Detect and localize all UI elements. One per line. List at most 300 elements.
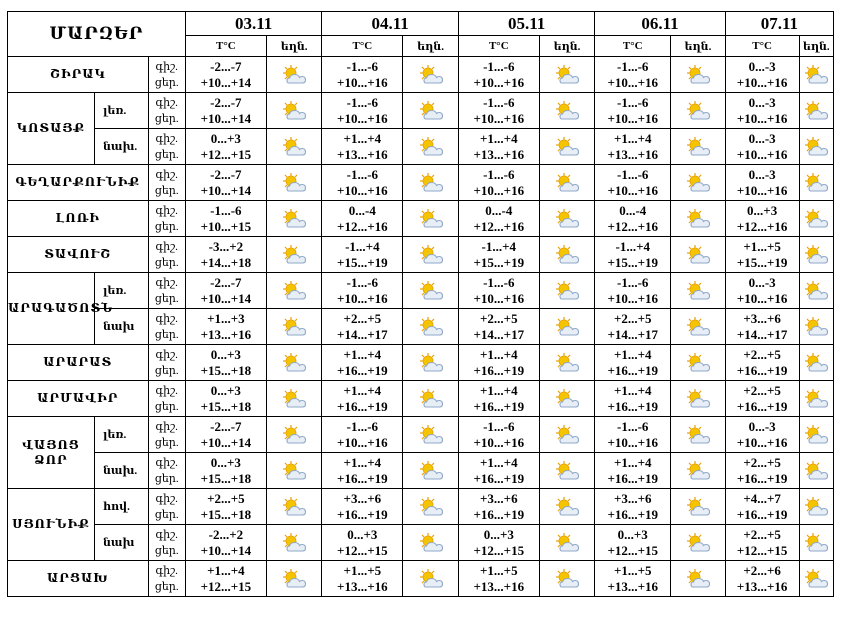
temperature-cell (185, 237, 266, 273)
night-temp: -1...-6 (346, 418, 379, 434)
night-label: գիշ. (155, 96, 178, 109)
table-row (8, 93, 834, 129)
night-temp: +2...+5 (613, 310, 652, 326)
day-label: ցեր. (154, 76, 179, 89)
day-temp: +16...+19 (473, 362, 525, 378)
temperature-cell (595, 201, 671, 237)
region-name: ԼՈՌԻ (8, 201, 149, 237)
weather-cell (403, 309, 459, 345)
weather-cell (266, 525, 322, 561)
temperature-cell (458, 273, 539, 309)
day-temp: +13...+16 (473, 578, 525, 594)
day-label: ցեր. (154, 364, 179, 377)
day-temp: +10...+16 (337, 182, 388, 198)
weather-cell (403, 237, 459, 273)
temperature-cell (595, 273, 671, 309)
time-labels (148, 417, 185, 453)
night-label: գիշ. (155, 492, 178, 505)
region-name: ԳԵՂԱՐՔՈՒՆԻՔ (8, 165, 149, 201)
night-temp: -1...-6 (346, 94, 379, 110)
time-labels (148, 345, 185, 381)
day-temp: +16...+19 (607, 470, 659, 486)
day-temp: +10...+16 (736, 182, 788, 198)
weather-cell (266, 237, 322, 273)
time-labels (148, 561, 185, 597)
forecast-table (7, 11, 834, 597)
night-label: գիշ. (155, 204, 178, 217)
night-temp: 0...+3 (210, 130, 241, 146)
weather-cell (671, 57, 726, 93)
day-temp: +10...+14 (200, 434, 252, 450)
night-temp: 0...+3 (483, 526, 514, 542)
partly-cloudy-sun-icon (553, 100, 581, 122)
day-label: ցեր. (154, 148, 179, 161)
day-temp: +14...+17 (473, 326, 525, 342)
day-label: ցեր. (154, 328, 179, 341)
weather-cell (403, 165, 459, 201)
temperature-cell (595, 57, 671, 93)
temperature-cell (595, 129, 671, 165)
day-temp: +10...+16 (607, 434, 659, 450)
header-date: 04.11 (322, 12, 458, 36)
partly-cloudy-sun-icon (553, 244, 581, 266)
region-subzone: նախ (94, 525, 148, 561)
night-temp: +2...+5 (207, 490, 245, 506)
time-labels (148, 93, 185, 129)
weather-cell (539, 57, 595, 93)
night-temp: -2...-7 (210, 274, 242, 290)
day-temp: +16...+19 (736, 470, 788, 486)
region-subzone: լեռ. (94, 93, 148, 129)
night-temp: 0...-3 (748, 130, 776, 146)
weather-cell (671, 237, 726, 273)
partly-cloudy-sun-icon (417, 136, 445, 158)
night-temp: +2...+5 (480, 310, 518, 326)
temperature-cell (458, 237, 539, 273)
weather-cell (799, 237, 833, 273)
night-temp: -1...-6 (483, 274, 515, 290)
night-temp: -1...-6 (483, 418, 515, 434)
region-name: ՇԻՐԱԿ (8, 57, 149, 93)
night-label: գիշ. (155, 60, 178, 73)
weather-cell (671, 525, 726, 561)
partly-cloudy-sun-icon (417, 64, 445, 86)
partly-cloudy-sun-icon (553, 316, 581, 338)
partly-cloudy-sun-icon (802, 64, 830, 86)
night-temp: +3...+6 (480, 490, 518, 506)
night-temp: 0...-4 (348, 202, 376, 218)
region-subzone: նախ. (94, 453, 148, 489)
night-temp: +1...+5 (343, 562, 382, 578)
temperature-cell (322, 237, 403, 273)
day-temp: +12...+15 (736, 542, 788, 558)
weather-cell (539, 561, 595, 597)
partly-cloudy-sun-icon (802, 568, 830, 590)
partly-cloudy-sun-icon (553, 496, 581, 518)
region-name: ԱՐՄԱՎԻՐ (8, 381, 149, 417)
region-name: ԿՈՏԱՅՔ (8, 93, 95, 165)
day-temp: +16...+19 (473, 470, 525, 486)
header-temp-label: T°C (595, 36, 671, 57)
weather-cell (539, 129, 595, 165)
partly-cloudy-sun-icon (802, 280, 830, 302)
day-temp: +15...+18 (200, 362, 252, 378)
temperature-cell (458, 129, 539, 165)
temperature-cell (458, 561, 539, 597)
night-temp: -1...-6 (483, 58, 515, 74)
time-labels (148, 237, 185, 273)
temperature-cell (725, 345, 799, 381)
night-temp: 0...+3 (210, 346, 241, 362)
day-temp: +16...+19 (473, 506, 525, 522)
partly-cloudy-sun-icon (280, 280, 308, 302)
day-temp: +13...+16 (200, 326, 252, 342)
table-row (8, 237, 834, 273)
partly-cloudy-sun-icon (802, 388, 830, 410)
night-temp: +1...+5 (480, 562, 518, 578)
day-label: ցեր. (154, 580, 179, 593)
weather-cell (671, 201, 726, 237)
partly-cloudy-sun-icon (280, 136, 308, 158)
partly-cloudy-sun-icon (802, 172, 830, 194)
day-temp: +16...+19 (337, 506, 388, 522)
night-temp: +1...+5 (613, 562, 652, 578)
temperature-cell (458, 489, 539, 525)
day-temp: +10...+14 (200, 74, 252, 90)
night-temp: -1...-6 (617, 58, 649, 74)
temperature-cell (595, 561, 671, 597)
temperature-cell (185, 129, 266, 165)
partly-cloudy-sun-icon (684, 244, 712, 266)
weather-cell (403, 561, 459, 597)
weather-cell (799, 273, 833, 309)
day-temp: +10...+16 (337, 290, 388, 306)
day-temp: +12...+15 (607, 542, 659, 558)
table-row (8, 345, 834, 381)
partly-cloudy-sun-icon (684, 352, 712, 374)
temperature-cell (458, 57, 539, 93)
weather-cell (799, 561, 833, 597)
temperature-cell (185, 345, 266, 381)
temperature-cell (185, 273, 266, 309)
day-temp: +12...+15 (473, 542, 525, 558)
weather-cell (266, 165, 322, 201)
temperature-cell (185, 417, 266, 453)
day-temp: +13...+16 (607, 146, 659, 162)
day-temp: +10...+16 (473, 182, 525, 198)
day-temp: +10...+16 (607, 110, 659, 126)
temperature-cell (725, 93, 799, 129)
day-temp: +10...+15 (200, 218, 252, 234)
night-label: գիշ. (155, 528, 178, 541)
weather-cell (403, 525, 459, 561)
temperature-cell (458, 93, 539, 129)
night-temp: -1...-6 (483, 166, 515, 182)
partly-cloudy-sun-icon (280, 496, 308, 518)
temperature-cell (185, 561, 266, 597)
day-temp: +10...+16 (736, 74, 788, 90)
day-temp: +13...+16 (473, 146, 525, 162)
time-labels (148, 309, 185, 345)
header-weather-label: եղն. (539, 36, 595, 57)
temperature-cell (725, 381, 799, 417)
temperature-cell (458, 417, 539, 453)
partly-cloudy-sun-icon (280, 352, 308, 374)
table-row (8, 165, 834, 201)
weather-cell (539, 381, 595, 417)
night-temp: +2...+5 (743, 526, 781, 542)
header-weather-label: եղն. (266, 36, 322, 57)
region-subzone: նախ (94, 309, 148, 345)
night-temp: -1...-6 (346, 166, 379, 182)
temperature-cell (322, 201, 403, 237)
time-labels (148, 273, 185, 309)
weather-cell (799, 525, 833, 561)
day-temp: +12...+15 (200, 578, 252, 594)
day-temp: +16...+19 (607, 362, 659, 378)
day-label: ցեր. (154, 544, 179, 557)
night-temp: +2...+5 (743, 454, 781, 470)
temperature-cell (595, 345, 671, 381)
night-temp: +2...+5 (343, 310, 382, 326)
partly-cloudy-sun-icon (280, 244, 308, 266)
partly-cloudy-sun-icon (802, 532, 830, 554)
weather-cell (799, 309, 833, 345)
temperature-cell (458, 525, 539, 561)
day-temp: +10...+16 (473, 74, 525, 90)
partly-cloudy-sun-icon (417, 316, 445, 338)
weather-cell (403, 417, 459, 453)
temperature-cell (595, 417, 671, 453)
table-row (8, 453, 834, 489)
day-label: ցեր. (154, 220, 179, 233)
region-name: ԱՐԱԳԱԾՈՏՆ (8, 273, 95, 345)
day-label: ցեր. (154, 256, 179, 269)
night-temp: 0...-3 (748, 166, 776, 182)
day-temp: +15...+18 (200, 398, 252, 414)
day-temp: +12...+16 (337, 218, 388, 234)
night-temp: 0...-4 (619, 202, 647, 218)
day-label: ցեր. (154, 184, 179, 197)
day-temp: +10...+16 (607, 290, 659, 306)
day-temp: +16...+19 (607, 506, 659, 522)
weather-cell (403, 489, 459, 525)
weather-cell (539, 273, 595, 309)
day-temp: +16...+19 (736, 362, 788, 378)
night-temp: -1...-6 (617, 166, 649, 182)
weather-cell (266, 129, 322, 165)
weather-cell (671, 453, 726, 489)
weather-cell (539, 93, 595, 129)
day-temp: +12...+16 (736, 218, 788, 234)
night-temp: -1...+4 (481, 238, 517, 254)
partly-cloudy-sun-icon (553, 388, 581, 410)
partly-cloudy-sun-icon (280, 532, 308, 554)
night-temp: +1...+4 (613, 130, 652, 146)
night-temp: +1...+4 (613, 382, 652, 398)
night-label: գիշ. (155, 276, 178, 289)
temperature-cell (458, 201, 539, 237)
weather-cell (799, 453, 833, 489)
day-temp: +10...+16 (473, 434, 525, 450)
weather-cell (799, 129, 833, 165)
day-temp: +10...+14 (200, 542, 252, 558)
weather-cell (539, 525, 595, 561)
day-temp: +10...+14 (200, 182, 252, 198)
day-temp: +10...+14 (200, 290, 252, 306)
weather-cell (799, 489, 833, 525)
temperature-cell (458, 453, 539, 489)
weather-cell (799, 165, 833, 201)
partly-cloudy-sun-icon (280, 64, 308, 86)
day-temp: +10...+16 (607, 74, 659, 90)
day-temp: +16...+19 (736, 506, 788, 522)
header-date: 07.11 (725, 12, 833, 36)
night-temp: -1...-6 (617, 418, 649, 434)
table-row (8, 201, 834, 237)
partly-cloudy-sun-icon (684, 208, 712, 230)
weather-cell (266, 381, 322, 417)
weather-cell (403, 93, 459, 129)
header-weather-label: եղն. (799, 36, 833, 57)
temperature-cell (185, 309, 266, 345)
day-temp: +12...+16 (607, 218, 659, 234)
region-subzone: լեռ. (94, 273, 148, 309)
temperature-cell (185, 489, 266, 525)
partly-cloudy-sun-icon (280, 424, 308, 446)
header-weather-label: եղն. (671, 36, 726, 57)
time-labels (148, 381, 185, 417)
temperature-cell (725, 561, 799, 597)
weather-cell (671, 129, 726, 165)
region-name: ՎԱՅՈՑ ՁՈՐ (8, 417, 95, 489)
temperature-cell (458, 345, 539, 381)
partly-cloudy-sun-icon (280, 388, 308, 410)
partly-cloudy-sun-icon (684, 64, 712, 86)
header-temp-label: T°C (725, 36, 799, 57)
partly-cloudy-sun-icon (553, 208, 581, 230)
night-temp: +3...+6 (343, 490, 382, 506)
day-temp: +10...+14 (200, 110, 252, 126)
header-date: 05.11 (458, 12, 594, 36)
day-temp: +10...+16 (736, 146, 788, 162)
day-temp: +16...+19 (337, 362, 388, 378)
partly-cloudy-sun-icon (417, 244, 445, 266)
night-temp: -1...-6 (617, 94, 649, 110)
partly-cloudy-sun-icon (684, 388, 712, 410)
day-label: ցեր. (154, 508, 179, 521)
partly-cloudy-sun-icon (802, 100, 830, 122)
partly-cloudy-sun-icon (417, 532, 445, 554)
night-temp: +1...+4 (480, 382, 518, 398)
weather-cell (266, 345, 322, 381)
region-subzone: նախ. (94, 129, 148, 165)
night-temp: -1...+4 (345, 238, 380, 254)
header-weather-label: եղն. (403, 36, 459, 57)
temperature-cell (185, 453, 266, 489)
temperature-cell (322, 93, 403, 129)
day-temp: +15...+19 (736, 254, 788, 270)
time-labels (148, 57, 185, 93)
partly-cloudy-sun-icon (684, 424, 712, 446)
day-temp: +16...+19 (337, 470, 388, 486)
day-temp: +12...+16 (473, 218, 525, 234)
night-temp: -1...-6 (346, 58, 379, 74)
night-temp: 0...-3 (748, 274, 776, 290)
day-temp: +14...+17 (607, 326, 659, 342)
temperature-cell (725, 237, 799, 273)
night-temp: -1...-6 (617, 274, 649, 290)
weather-cell (671, 165, 726, 201)
time-labels (148, 453, 185, 489)
night-temp: +1...+4 (343, 382, 382, 398)
partly-cloudy-sun-icon (684, 280, 712, 302)
night-temp: +2...+6 (743, 562, 781, 578)
partly-cloudy-sun-icon (553, 424, 581, 446)
region-subzone: հով. (94, 489, 148, 525)
day-temp: +10...+16 (337, 74, 388, 90)
table-row (8, 489, 834, 525)
temperature-cell (322, 417, 403, 453)
day-temp: +10...+16 (736, 110, 788, 126)
partly-cloudy-sun-icon (684, 496, 712, 518)
day-temp: +15...+19 (607, 254, 659, 270)
night-temp: +4...+7 (743, 490, 781, 506)
partly-cloudy-sun-icon (553, 352, 581, 374)
night-temp: +1...+4 (613, 454, 652, 470)
day-temp: +12...+15 (337, 542, 388, 558)
day-temp: +16...+19 (337, 398, 388, 414)
partly-cloudy-sun-icon (553, 280, 581, 302)
partly-cloudy-sun-icon (417, 460, 445, 482)
temperature-cell (725, 165, 799, 201)
partly-cloudy-sun-icon (280, 208, 308, 230)
night-temp: 0...+3 (617, 526, 648, 542)
partly-cloudy-sun-icon (802, 424, 830, 446)
weather-cell (671, 309, 726, 345)
night-temp: 0...-3 (748, 94, 776, 110)
weather-cell (671, 381, 726, 417)
day-temp: +16...+19 (473, 398, 525, 414)
weather-cell (539, 309, 595, 345)
weather-cell (671, 417, 726, 453)
weather-cell (403, 273, 459, 309)
weather-cell (671, 345, 726, 381)
night-temp: +3...+6 (743, 310, 781, 326)
night-temp: 0...-3 (748, 58, 776, 74)
partly-cloudy-sun-icon (417, 100, 445, 122)
night-temp: -2...-7 (210, 94, 242, 110)
night-temp: +3...+6 (613, 490, 652, 506)
night-temp: -2...-7 (210, 166, 242, 182)
partly-cloudy-sun-icon (417, 208, 445, 230)
day-temp: +10...+16 (736, 290, 788, 306)
temperature-cell (322, 561, 403, 597)
day-temp: +14...+17 (736, 326, 788, 342)
day-label: ցեր. (154, 292, 179, 305)
temperature-cell (322, 129, 403, 165)
day-temp: +13...+16 (337, 146, 388, 162)
partly-cloudy-sun-icon (417, 352, 445, 374)
day-temp: +15...+18 (200, 470, 252, 486)
temperature-cell (185, 525, 266, 561)
day-temp: +16...+19 (736, 398, 788, 414)
temperature-cell (595, 237, 671, 273)
time-labels (148, 525, 185, 561)
weather-cell (539, 453, 595, 489)
partly-cloudy-sun-icon (553, 64, 581, 86)
weather-cell (799, 57, 833, 93)
